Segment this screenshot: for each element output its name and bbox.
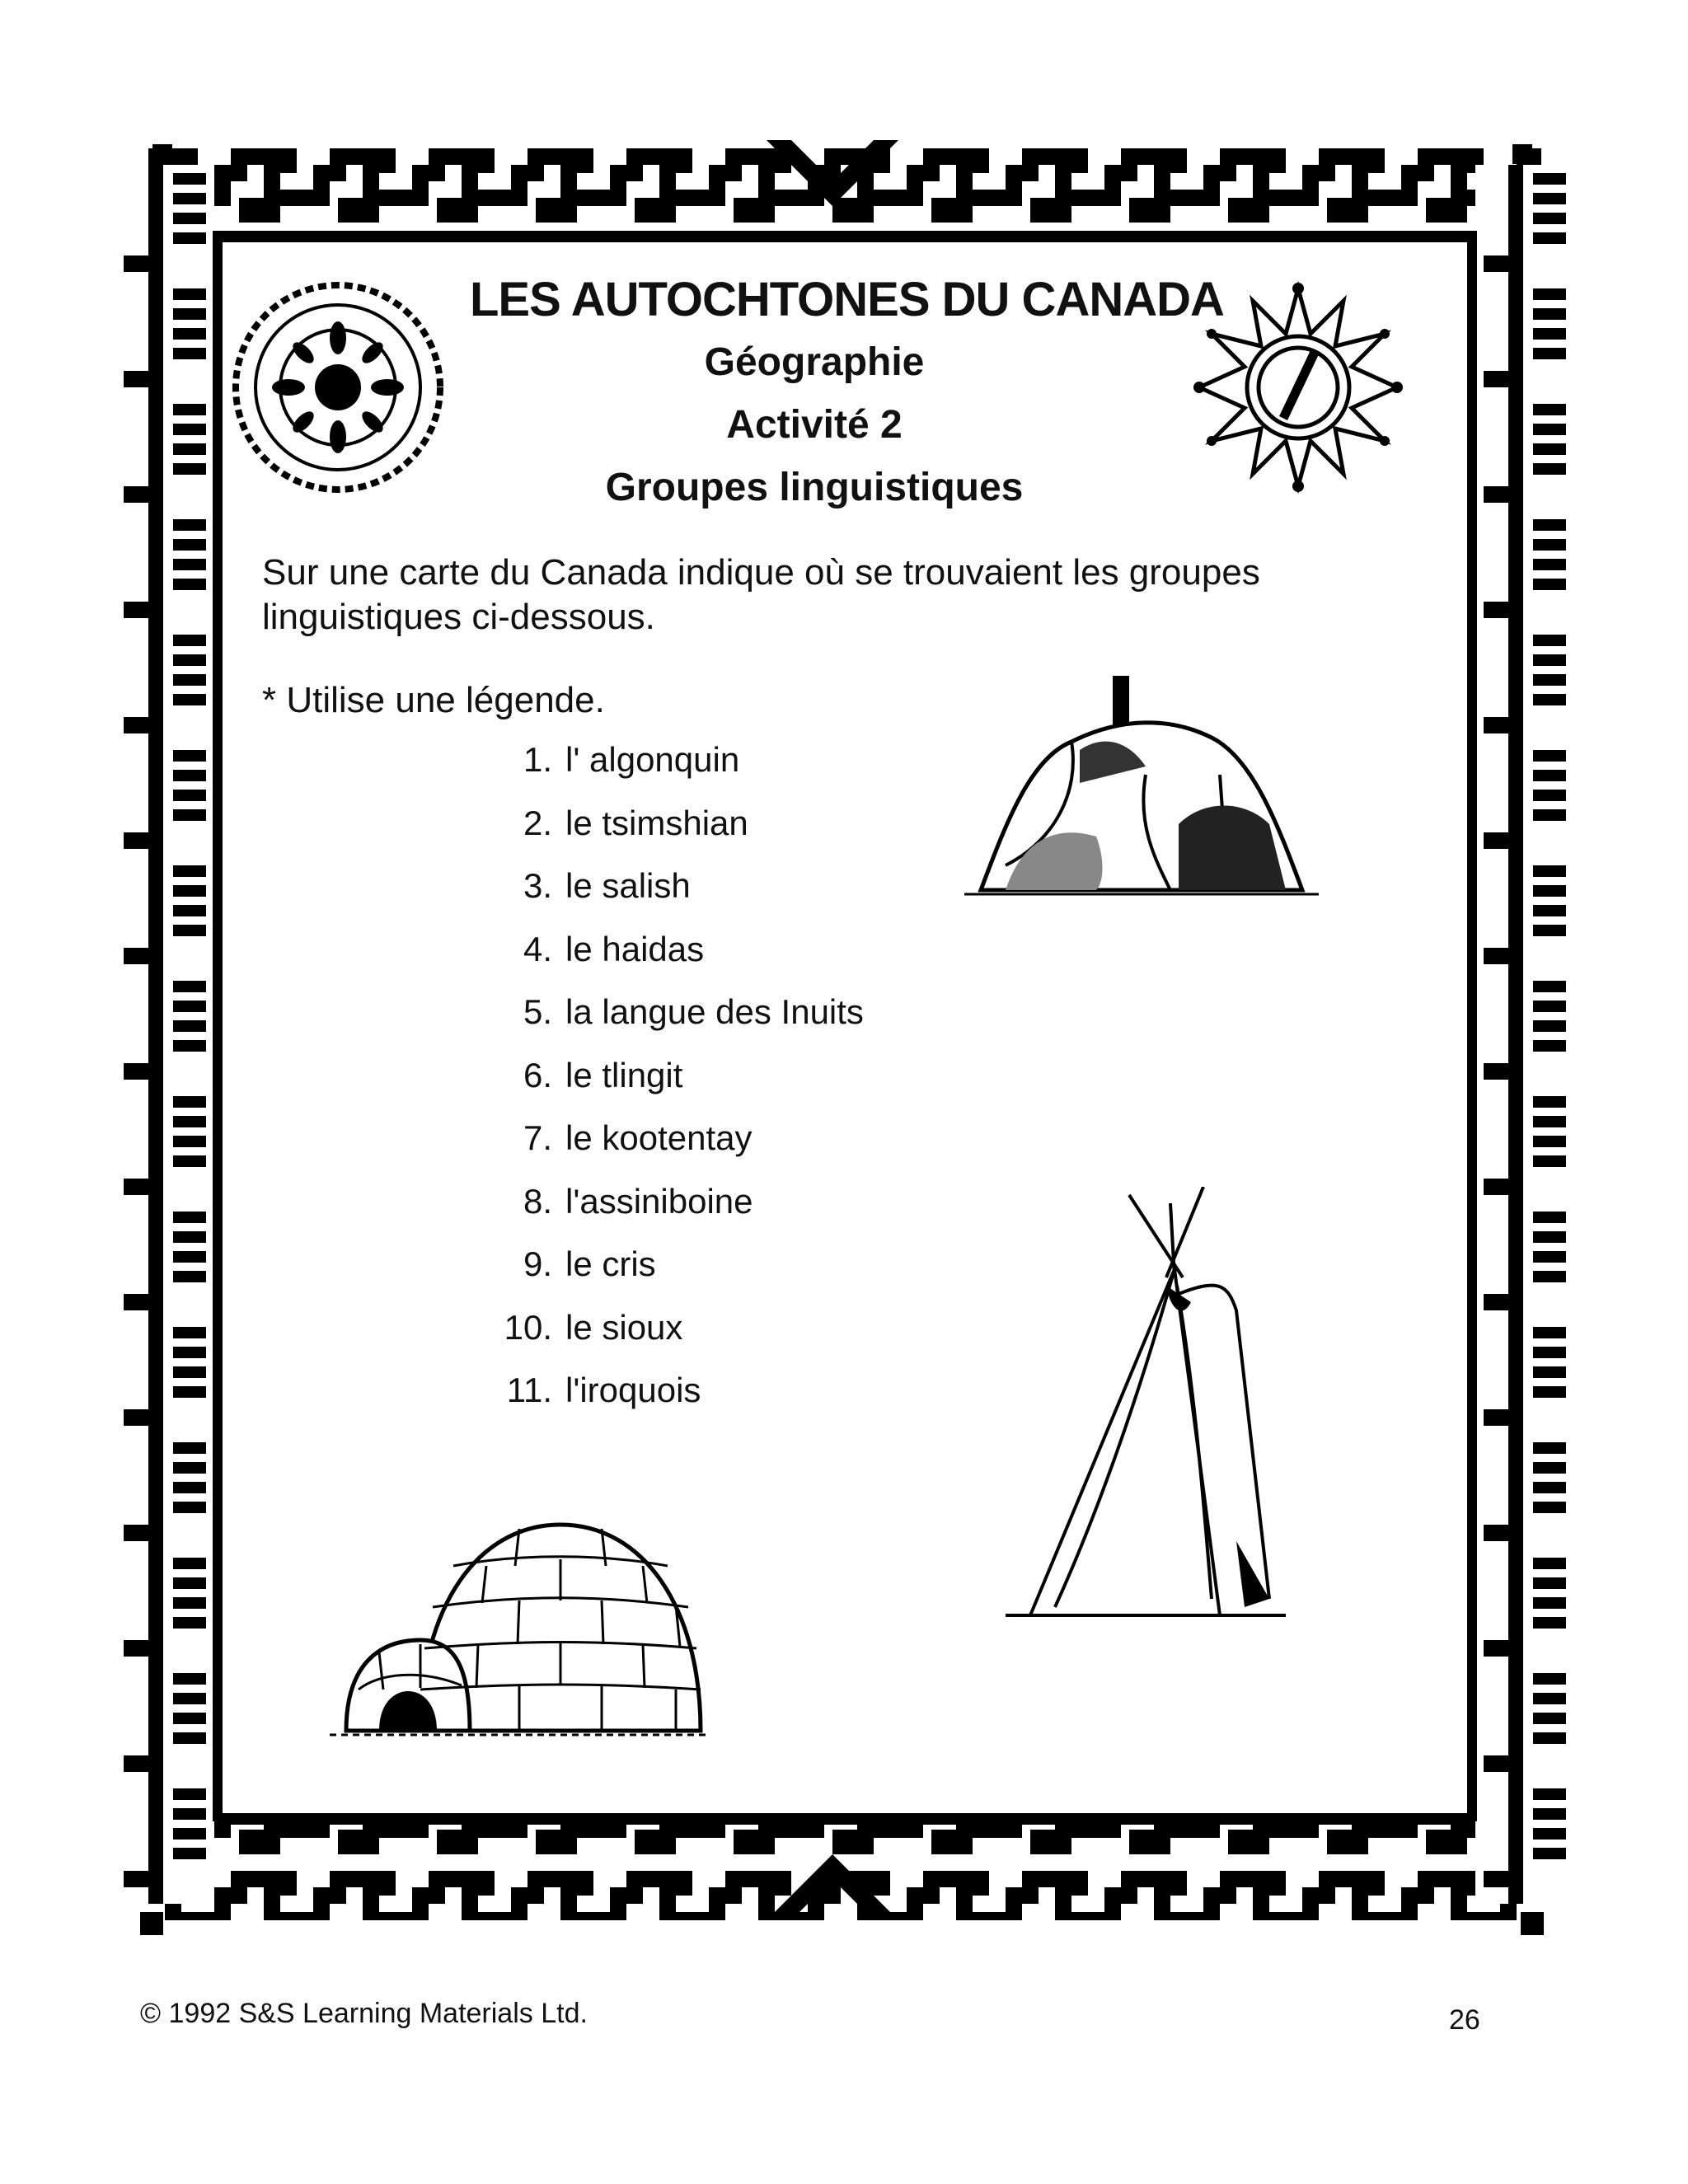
item-label: le tsimshian xyxy=(565,803,748,842)
list-item xyxy=(462,1182,864,1245)
list-item xyxy=(462,866,864,930)
item-number: 11. xyxy=(506,1371,552,1409)
list-item xyxy=(462,1244,864,1308)
item-number: 7. xyxy=(523,1118,552,1157)
list-item xyxy=(462,930,864,993)
instructions-line-2: linguistiques ci-dessous. xyxy=(262,597,655,637)
list-item xyxy=(462,1118,864,1182)
item-number: 2. xyxy=(523,803,552,842)
activity-heading: Activité 2 xyxy=(726,403,903,447)
list-item xyxy=(462,1056,864,1119)
list-item xyxy=(462,804,864,867)
page-title: LES AUTOCHTONES DU CANADA xyxy=(470,273,1224,326)
item-label: le tlingit xyxy=(565,1055,683,1094)
item-label: le haidas xyxy=(565,929,705,968)
instructions-line-1: Sur une carte du Canada indique où se trouvaient les groupes xyxy=(262,552,1260,593)
item-number: 5. xyxy=(523,992,552,1031)
birchbark-lodge-icon xyxy=(956,659,1327,931)
list-item xyxy=(462,740,864,804)
item-label: le kootentay xyxy=(565,1118,753,1157)
page-number: 26 xyxy=(1449,2004,1480,2036)
item-label: la langue des Inuits xyxy=(565,992,864,1031)
medallion-icon xyxy=(231,280,445,494)
list-item xyxy=(462,1371,864,1434)
topic-heading: Groupes linguistiques xyxy=(605,466,1024,509)
item-number: 8. xyxy=(523,1181,552,1221)
item-number: 10. xyxy=(504,1307,552,1347)
list-item xyxy=(462,1308,864,1371)
item-number: 6. xyxy=(523,1055,552,1094)
item-number: 1. xyxy=(523,740,552,779)
item-number: 3. xyxy=(523,866,552,905)
item-number: 4. xyxy=(523,929,552,968)
item-label: le sioux xyxy=(565,1307,683,1347)
teepee-icon xyxy=(1006,1187,1319,1632)
item-label: l'iroquois xyxy=(565,1371,701,1409)
list-item xyxy=(462,992,864,1056)
item-label: le salish xyxy=(565,866,691,905)
subject-heading: Géographie xyxy=(704,340,925,384)
item-label: le cris xyxy=(565,1244,656,1283)
copyright-notice: © 1992 S&S Learning Materials Ltd. xyxy=(140,1998,588,2029)
item-label: l' algonquin xyxy=(565,740,740,779)
item-number: 9. xyxy=(523,1244,552,1283)
instructions xyxy=(262,551,1416,640)
legend-note: * Utilise une légende. xyxy=(262,680,605,720)
language-groups-list xyxy=(462,740,864,1434)
item-label: l'assiniboine xyxy=(565,1181,753,1221)
igloo-icon xyxy=(330,1500,717,1755)
